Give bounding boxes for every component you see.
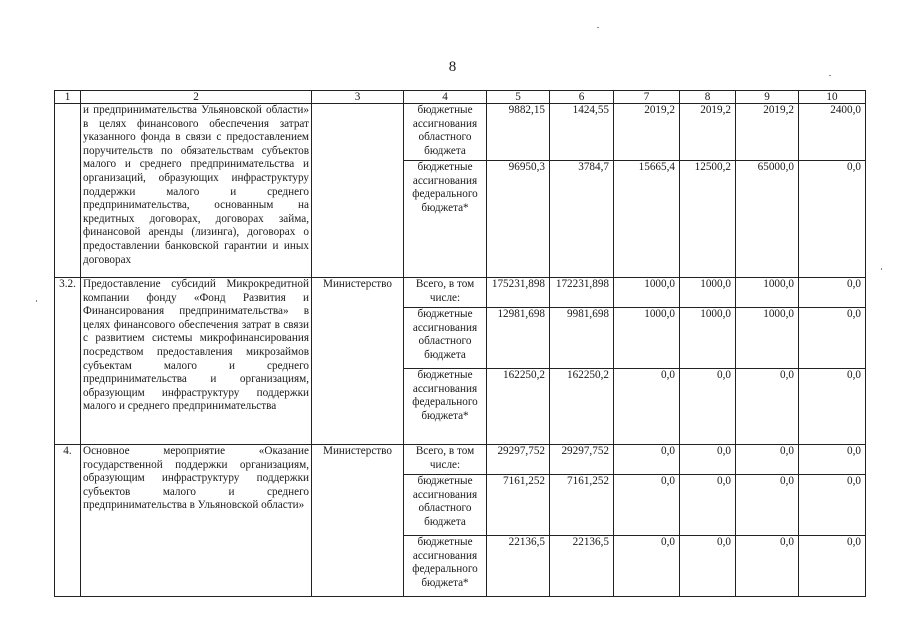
value-cell: 172231,898	[550, 278, 614, 308]
value-cell: 7161,252	[487, 475, 550, 536]
funding-source: бюджетные ассигнования федерального бюджета*	[404, 161, 487, 278]
value-cell: 2400,0	[799, 104, 866, 161]
value-cell: 9981,698	[550, 308, 614, 369]
executor-cell: Министерство	[312, 445, 404, 597]
value-cell: 0,0	[799, 445, 866, 475]
column-number: 8	[680, 91, 736, 104]
column-number: 4	[404, 91, 487, 104]
value-cell: 0,0	[799, 536, 866, 597]
value-cell: 2019,2	[614, 104, 680, 161]
value-cell: 9882,15	[487, 104, 550, 161]
value-cell: 22136,5	[487, 536, 550, 597]
item-number-cell	[55, 104, 81, 278]
executor-cell	[312, 104, 404, 278]
value-cell: 29297,752	[487, 445, 550, 475]
scan-speck	[36, 300, 37, 302]
value-cell: 0,0	[614, 475, 680, 536]
value-cell: 12981,698	[487, 308, 550, 369]
funding-source: бюджетные ассигнования областного бюджета	[404, 104, 487, 161]
value-cell: 0,0	[680, 536, 736, 597]
funding-source: бюджетные ассигнования областного бюджета	[404, 475, 487, 536]
column-number: 7	[614, 91, 680, 104]
column-number: 1	[55, 91, 81, 104]
column-number: 3	[312, 91, 404, 104]
value-cell: 0,0	[799, 308, 866, 369]
page-number: 8	[448, 59, 457, 75]
value-cell: 12500,2	[680, 161, 736, 278]
column-number: 9	[736, 91, 799, 104]
scan-speck	[881, 268, 882, 270]
value-cell: 0,0	[799, 161, 866, 278]
value-cell: 0,0	[799, 369, 866, 445]
value-cell: 0,0	[614, 369, 680, 445]
value-cell: 22136,5	[550, 536, 614, 597]
budget-table	[54, 90, 866, 597]
value-cell: 175231,898	[487, 278, 550, 308]
value-cell: 0,0	[736, 445, 799, 475]
value-cell: 0,0	[736, 369, 799, 445]
value-cell: 0,0	[736, 475, 799, 536]
value-cell: 65000,0	[736, 161, 799, 278]
value-cell: 3784,7	[550, 161, 614, 278]
value-cell: 1000,0	[614, 308, 680, 369]
column-number: 10	[799, 91, 866, 104]
column-number: 2	[81, 91, 312, 104]
value-cell: 29297,752	[550, 445, 614, 475]
funding-source: бюджетные ассигнования областного бюджета	[404, 308, 487, 369]
value-cell: 162250,2	[487, 369, 550, 445]
funding-source: бюджетные ассигнования федерального бюджета*	[404, 536, 487, 597]
table-row	[55, 445, 866, 475]
value-cell: 0,0	[614, 536, 680, 597]
value-cell: 0,0	[680, 369, 736, 445]
value-cell: 0,0	[680, 445, 736, 475]
value-cell: 1000,0	[680, 278, 736, 308]
value-cell: 1424,55	[550, 104, 614, 161]
item-description: и предпринимательства Ульяновской области» в целях финансового обеспечения затрат указанного фонда в связи с предоставлением поручительств по обязательствам субъектов малого и среднего предпринимательства и организаций, образующих инфраструктуру поддержки малого и среднего предпринимательства, основанным на кредитных договорах, договорах займа, финансовой аренды (лизинга), договорах о предоставлении банковской гарантии и иных договорах	[81, 104, 312, 278]
value-cell: 15665,4	[614, 161, 680, 278]
scan-speck	[829, 75, 831, 76]
value-cell: 0,0	[799, 278, 866, 308]
item-number-cell: 3.2.	[55, 278, 81, 445]
value-cell: 7161,252	[550, 475, 614, 536]
executor-cell: Министерство	[312, 278, 404, 445]
funding-source: Всего, в том числе:	[404, 278, 487, 308]
value-cell: 1000,0	[736, 308, 799, 369]
table-row	[55, 278, 866, 308]
scan-speck	[597, 27, 599, 28]
item-description: Предоставление субсидий Микрокредитной компании фонду «Фонд Развития и Финансирования предпринимательства» в целях финансового обеспечения затрат в связи с развитием системы микрофинансирования посредством предоставления микрозаймов субъектам малого и среднего предпринимательства и организациям, образующим инфраструктуру поддержки малого и среднего предпринимательства	[81, 278, 312, 445]
column-numbers-row	[55, 91, 866, 104]
value-cell: 1000,0	[680, 308, 736, 369]
value-cell: 0,0	[799, 475, 866, 536]
column-number: 5	[487, 91, 550, 104]
item-number-cell: 4.	[55, 445, 81, 597]
value-cell: 1000,0	[614, 278, 680, 308]
table-row	[55, 104, 866, 161]
value-cell: 0,0	[736, 536, 799, 597]
column-number: 6	[550, 91, 614, 104]
item-description: Основное мероприятие «Оказание государственной поддержки организациям, образующим инфраструктуру поддержки субъектов малого и среднего предпринимательства в Ульяновской области»	[81, 445, 312, 597]
value-cell: 0,0	[680, 475, 736, 536]
funding-source: Всего, в том числе:	[404, 445, 487, 475]
value-cell: 162250,2	[550, 369, 614, 445]
value-cell: 2019,2	[736, 104, 799, 161]
funding-source: бюджетные ассигнования федерального бюджета*	[404, 369, 487, 445]
value-cell: 1000,0	[736, 278, 799, 308]
value-cell: 0,0	[614, 445, 680, 475]
value-cell: 96950,3	[487, 161, 550, 278]
value-cell: 2019,2	[680, 104, 736, 161]
